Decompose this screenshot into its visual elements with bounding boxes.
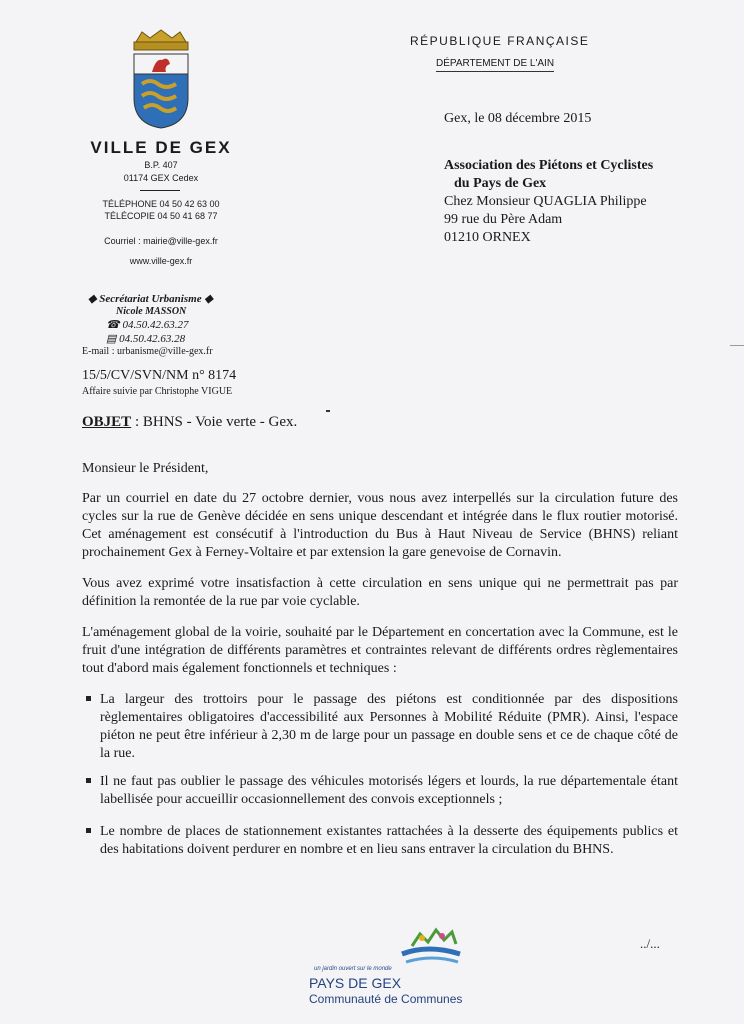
paragraph: L'aménagement global de la voirie, souhaité par le Département en concertation avec la Commune, est le fruit d'une intégration de différents paramètres et contraintes relevant de différents ordres règlementaires tout d'abord mais également fonctionnels et techniques : [82, 625, 678, 676]
recipient-line-3: Chez Monsieur QUAGLIA Philippe [444, 194, 647, 209]
secretariat-email: E-mail : urbanisme@ville-gex.fr [82, 346, 213, 357]
city-crest-logo [128, 28, 194, 130]
bullet-item [86, 773, 678, 809]
recipient-line-2: du Pays de Gex [454, 176, 547, 191]
footer-tagline: un jardin ouvert sur le monde [314, 966, 392, 972]
bullet-text: Il ne faut pas oublier le passage des véhicules motorisés légers et lourds, la rue départementale étant labellisée pour accueillir occasionnellement des convois exceptionnels ; [100, 774, 678, 807]
reference-number: 15/5/CV/SVN/NM n° 8174 [82, 368, 237, 383]
bullet-square-icon [86, 828, 91, 833]
fax-number: 04.50.42.63.28 [119, 333, 186, 345]
bullet-item [86, 691, 678, 763]
footer-subtitle: Communauté de Communes [309, 992, 463, 1006]
bullet-text: Le nombre de places de stationnement existantes rattachées à la desserte des équipements publics et des habitations doivent perdurer en nombre et en lieu sans entraver la circulation du BHNS. [100, 824, 678, 857]
postal-city: 01174 GEX Cedex [123, 173, 199, 183]
bullet-square-icon [86, 696, 91, 701]
secretariat-phone-1 [106, 318, 188, 331]
pays-de-gex-logo [398, 924, 464, 970]
paragraph: Par un courriel en date du 27 octobre dernier, vous nous avez interpellés sur la circulation future des cycles sur la rue de Genève décidée en sens unique descendant et intégrée dans le flux routier motorisé. Cet aménagement est consécutif à l'introduction du Bus à Haut Niveau de Service (BHNS) reliant prochainement Gex à Ferney-Voltaire et par extension la gare genevoise de Cornavin. [82, 491, 678, 560]
secretariat-title: ◆ Secrétariat Urbanisme ◆ [88, 293, 213, 305]
telephone: TÉLÉPHONE 04 50 42 63 00 [102, 199, 220, 209]
stray-mark [326, 410, 330, 412]
subject-line [82, 414, 297, 431]
republique-heading: RÉPUBLIQUE FRANÇAISE [410, 34, 590, 48]
divider [140, 190, 180, 191]
bullet-text: La largeur des trottoirs pour le passage des piétons est conditionnée par des dispositions règlementaires obligatoires d'accessibilité aux Personnes à Mobilité Réduite (PMR). Ainsi, l'espace piéton ne peut être inférieur à 2,30 m de large pour un passage en double sens et ce de chaque côté de la rue. [100, 692, 678, 761]
postal-box: B.P. 407 [144, 160, 178, 170]
paragraph: Vous avez exprimé votre insatisfaction à cette circulation en sens unique qui ne permettrait pas par définition la remontée de la rue par voie cyclable. [82, 576, 678, 609]
affaire-suivie: Affaire suivie par Christophe VIGUE [82, 386, 233, 397]
telecopie: TÉLÉCOPIE 04 50 41 68 77 [104, 211, 218, 221]
fold-mark [730, 345, 744, 346]
website: www.ville-gex.fr [129, 256, 193, 266]
courriel: Courriel : mairie@ville-gex.fr [104, 236, 218, 246]
letter-date: Gex, le 08 décembre 2015 [444, 111, 592, 126]
recipient-line-5: 01210 ORNEX [444, 230, 531, 245]
continuation-mark: ../... [640, 936, 660, 951]
city-name: VILLE DE GEX [90, 138, 232, 157]
recipient-line-4: 99 rue du Père Adam [444, 212, 563, 227]
subject-label: OBJET [82, 414, 132, 430]
phone-icon: ☎ [106, 319, 123, 331]
bullet-item [86, 823, 678, 859]
secretariat-phone-2 [106, 332, 185, 345]
bullet-square-icon [86, 778, 91, 783]
phone-number: 04.50.42.63.27 [122, 319, 189, 331]
footer-name: PAYS DE GEX [309, 975, 402, 991]
subject-text: : BHNS - Voie verte - Gex. [131, 414, 298, 430]
departement-heading: DÉPARTEMENT DE L'AIN [436, 58, 554, 72]
salutation: Monsieur le Président, [82, 461, 209, 476]
fax-icon: ▤ [106, 333, 120, 345]
secretariat-name: Nicole MASSON [116, 306, 187, 317]
recipient-line-1: Association des Piétons et Cyclistes [444, 158, 654, 173]
